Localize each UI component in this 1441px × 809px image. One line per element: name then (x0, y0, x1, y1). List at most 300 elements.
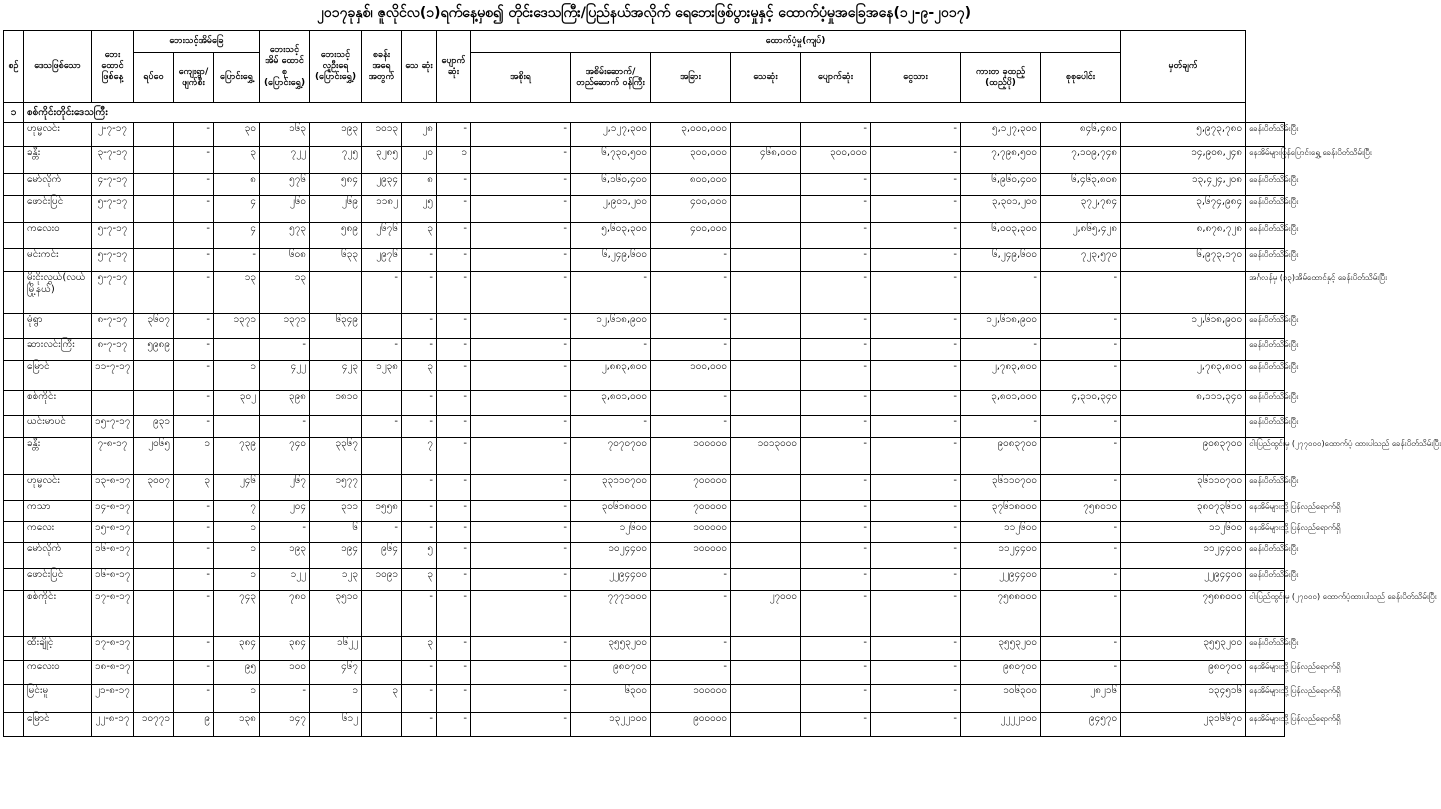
region-cell: ဟုမ္မလင်း (24, 475, 92, 501)
support-other-cell (731, 174, 801, 196)
deaths-cell: - (437, 339, 471, 361)
support-death-cell: - (801, 438, 871, 475)
remark-cell: ခေန်းပိတ်သိမ်းပြီး (1246, 196, 1285, 223)
support-gov-cell: ၃၅၅၃၂၀၀ (571, 637, 651, 661)
support-death-cell: - (801, 314, 871, 339)
affected-village-cell: - (174, 249, 214, 272)
table-row (4, 361, 1285, 391)
region-cell: ကသာ (24, 501, 92, 522)
affected-ward-cell: ၃၆၀၇ (134, 314, 174, 339)
support-total-cell: ၈,၈၇၈,၇၂၈ (1121, 223, 1246, 249)
region-cell: ခန္တီး (24, 147, 92, 174)
missing-cell: - (471, 339, 571, 361)
affected-ward-cell (134, 249, 174, 272)
missing-cell: - (471, 223, 571, 249)
camps-cell: ၃ (402, 637, 437, 661)
camps-cell: - (402, 661, 437, 685)
table-row (4, 661, 1285, 685)
affected-ward-cell (134, 522, 174, 543)
affected-ward-cell: ၉၃၁ (134, 416, 174, 438)
support-kind-cell: - (1041, 361, 1121, 391)
support-gov-cell: - (571, 272, 651, 314)
affected-moved-cell: ၉၅ (214, 661, 260, 685)
support-construction-cell: ၄၀၀,၀၀၀ (651, 223, 731, 249)
support-kind-cell: ၈၄၆,၄၈၀ (1041, 123, 1121, 147)
table-body (4, 103, 1441, 737)
affected-moved-cell: ၇၄၃ (214, 591, 260, 637)
displaced-people-2-cell: ၂၉၃၄ (362, 174, 402, 196)
table-row (4, 174, 1285, 196)
affected-ward-cell (134, 685, 174, 713)
support-cash-cell: ၁၀၆၃၀၀ (961, 685, 1041, 713)
region-cell: ဖောင်းပြင် (24, 569, 92, 591)
missing-cell: - (471, 637, 571, 661)
displaced-people-2-cell (362, 314, 402, 339)
support-gov-cell: ၂,၈၈၃,၈၀၀ (571, 361, 651, 391)
displaced-people-cell: ၁၅၇၇ (310, 475, 362, 501)
support-cash-cell: ၆,၂၄၉,၆၀၀ (961, 249, 1041, 272)
affected-ward-cell (134, 147, 174, 174)
table-row (4, 543, 1285, 569)
table-row (4, 569, 1285, 591)
affected-village-cell: - (174, 685, 214, 713)
affected-moved-cell: ၃ (214, 147, 260, 174)
region-cell: ဆားလင်းကြီး (24, 339, 92, 361)
support-cash-cell: ၂,၇၈၃,၈၀၀ (961, 361, 1041, 391)
support-cash-cell: ၁၂,၆၁၈,၉၀၀ (961, 314, 1041, 339)
header-support-group: ထောက်ပံ့မှု(ကျပ်) (471, 31, 1121, 53)
displaced-households-cell: - (260, 339, 310, 361)
remark-cell: ခေန်းပိတ်သိမ်းပြီး (1246, 569, 1285, 591)
support-death-cell: - (801, 661, 871, 685)
date-cell: ၁၇-၈-၁၇ (92, 637, 134, 661)
support-gov-cell: ၁၀၂၄၄၀၀ (571, 543, 651, 569)
header-missing: ပျောက် ဆုံး (437, 31, 471, 103)
affected-moved-cell: ၁၃ (214, 272, 260, 314)
affected-village-cell: - (174, 123, 214, 147)
header-deaths: သေ ဆုံး (402, 31, 437, 103)
support-death-cell: ၃၀၀,၀၀၀ (801, 147, 871, 174)
displaced-people-cell: ၁၉၃ (310, 123, 362, 147)
support-missing-cell: - (871, 661, 961, 685)
missing-cell: - (471, 438, 571, 475)
displaced-people-2-cell (362, 391, 402, 416)
table-row (4, 637, 1285, 661)
support-death-cell: - (801, 123, 871, 147)
displaced-people-2-cell: ၃၂၈၅ (362, 147, 402, 174)
support-total-cell: ၇၅၈၈၀၀၀ (1121, 591, 1246, 637)
displaced-people-2-cell (362, 591, 402, 637)
support-other-cell (731, 416, 801, 438)
support-cash-cell: ၁၁၂၆၀၀ (961, 522, 1041, 543)
support-death-cell: - (801, 223, 871, 249)
date-cell: ၁၇-၈-၁၇ (92, 591, 134, 637)
table-row (4, 591, 1285, 637)
support-kind-cell: - (1041, 543, 1121, 569)
remark-cell: အင်္ဂလန်မှ (၁၃)အိမ်ထောင်နှင့် ခေန်းပိတ်သိမ်းပြီး (1246, 272, 1285, 314)
header-affected-sub: ရပ်ဝေ (134, 53, 174, 103)
missing-cell: - (471, 685, 571, 713)
support-missing-cell: - (871, 591, 961, 637)
affected-ward-cell (134, 661, 174, 685)
support-death-cell: - (801, 391, 871, 416)
support-kind-cell: ၃၇၂,၇၈၄ (1041, 196, 1121, 223)
affected-village-cell: ၃ (174, 475, 214, 501)
support-construction-cell: ၃၀၀,၀၀၀ (651, 147, 731, 174)
support-gov-cell: ၃,၈၀၁,၀၀၀ (571, 391, 651, 416)
support-total-cell: ၁၃,၄၂၄,၂၀၈ (1121, 174, 1246, 196)
support-gov-cell: ၃၃၁၁၀၇၀၀ (571, 475, 651, 501)
affected-village-cell: ၉ (174, 713, 214, 737)
support-kind-cell: - (1041, 339, 1121, 361)
support-death-cell: - (801, 361, 871, 391)
support-cash-cell: ၉၈၀၇၀၀ (961, 661, 1041, 685)
header-camps: စခန်း အရေ အတွက် (362, 31, 402, 103)
date-cell: ၁၆-၈-၁၇ (92, 569, 134, 591)
support-other-cell: ၁၀၁၃၀၀၀ (731, 438, 801, 475)
deaths-cell: - (437, 569, 471, 591)
deaths-cell: - (437, 713, 471, 737)
displaced-households-cell: ၁၄၇ (260, 713, 310, 737)
header-sr: စဉ် (4, 31, 24, 103)
support-cash-cell: - (961, 339, 1041, 361)
support-total-cell: ၂၃၁၆၆၇၀ (1121, 713, 1246, 737)
displaced-households-cell: ၁၆၃ (260, 123, 310, 147)
support-missing-cell: - (871, 339, 961, 361)
displaced-people-cell: ၃၅၁၀ (310, 591, 362, 637)
displaced-households-cell: - (260, 522, 310, 543)
header-displaced-people: ဘေးသင့် လူဦးရေ (ပြောင်းရွှေ့) (310, 31, 362, 103)
support-gov-cell: ၆,၇၃၀,၅၀၀ (571, 147, 651, 174)
support-missing-cell: - (871, 713, 961, 737)
support-gov-cell: ၃၀၆၁၈၀၀၀ (571, 501, 651, 522)
support-other-cell (731, 272, 801, 314)
date-cell: ၅-၇-၁၇ (92, 223, 134, 249)
camps-cell: - (402, 416, 437, 438)
affected-village-cell: - (174, 147, 214, 174)
support-death-cell: - (801, 543, 871, 569)
support-missing-cell: - (871, 249, 961, 272)
affected-village-cell: - (174, 272, 214, 314)
table-row (4, 438, 1285, 475)
affected-village-cell: - (174, 637, 214, 661)
region-cell: မုံရွာ (24, 314, 92, 339)
support-missing-cell: - (871, 223, 961, 249)
missing-cell: - (471, 314, 571, 339)
missing-cell: - (471, 196, 571, 223)
support-kind-cell: ၆,၄၆၃,၈၀၈ (1041, 174, 1121, 196)
displaced-households-cell: ၃၉၈ (260, 391, 310, 416)
camps-cell: ၃ (402, 361, 437, 391)
support-construction-cell: ၇၀၀၀၀၀ (651, 501, 731, 522)
support-other-cell (731, 361, 801, 391)
support-kind-cell: - (1041, 522, 1121, 543)
support-kind-cell: ၂၈၂၁၆ (1041, 685, 1121, 713)
affected-moved-cell: ၁ (214, 543, 260, 569)
region-cell: မြင်းမူ (24, 685, 92, 713)
displaced-people-2-cell: - (362, 522, 402, 543)
sr-cell (4, 713, 24, 737)
displaced-people-2-cell (362, 713, 402, 737)
support-gov-cell: ၆,၂၄၉,၆၀၀ (571, 249, 651, 272)
table-row (4, 123, 1285, 147)
table-row (4, 475, 1285, 501)
remark-cell: ခေန်းပိတ်သိမ်းပြီး (1246, 223, 1285, 249)
affected-moved-cell: ၄ (214, 196, 260, 223)
sr-cell (4, 543, 24, 569)
affected-ward-cell (134, 569, 174, 591)
support-other-cell (731, 501, 801, 522)
deaths-cell: - (437, 416, 471, 438)
affected-moved-cell (214, 416, 260, 438)
support-gov-cell: - (571, 339, 651, 361)
missing-cell: - (471, 391, 571, 416)
support-gov-cell: - (571, 416, 651, 438)
region-cell: ကလေးဝ (24, 223, 92, 249)
support-construction-cell: ၃,၀၀၀,၀၀၀ (651, 123, 731, 147)
support-total-cell: ၈,၁၁၁,၃၄၀ (1121, 391, 1246, 416)
support-construction-cell: ၁၀၀၀၀၀ (651, 543, 731, 569)
affected-ward-cell (134, 591, 174, 637)
remark-cell: ခေန်းပိတ်သိမ်းပြီး (1246, 123, 1285, 147)
support-other-cell (731, 249, 801, 272)
region-cell: ယင်းမာပင် (24, 416, 92, 438)
displaced-households-cell: ၅၇၆ (260, 174, 310, 196)
support-total-cell (1121, 339, 1246, 361)
support-death-cell: - (801, 339, 871, 361)
support-kind-cell: - (1041, 438, 1121, 475)
sr-cell (4, 272, 24, 314)
displaced-people-cell: ၃၃၆၇ (310, 438, 362, 475)
deaths-cell: - (437, 637, 471, 661)
table-row (4, 416, 1285, 438)
table-row (4, 522, 1285, 543)
displaced-households-cell: ၁၃ (260, 272, 310, 314)
support-missing-cell: - (871, 637, 961, 661)
remark-cell: နေအိမ်များပြန်ပြောင်းရွှေ့ ခေန်းပိတ်သိမ်းပြီး (1246, 147, 1285, 174)
displaced-households-cell: ၇၄၀ (260, 438, 310, 475)
table-row (4, 391, 1285, 416)
support-other-cell (731, 713, 801, 737)
support-death-cell: - (801, 591, 871, 637)
support-death-cell: - (801, 713, 871, 737)
affected-ward-cell (134, 637, 174, 661)
support-gov-cell: ၇၀၇၀၇၀၀ (571, 438, 651, 475)
affected-ward-cell (134, 361, 174, 391)
support-kind-cell: ၂,၈၆၅,၄၂၈ (1041, 223, 1121, 249)
support-missing-cell: - (871, 361, 961, 391)
support-kind-cell: - (1041, 637, 1121, 661)
support-total-cell (1121, 272, 1246, 314)
remark-cell: ငါးပြည်ထွင်းမှ (၂၇၀၀၀) ထောက်ပံ့ထားပါသည် ခေန်းပိတ်သိမ်းပြီး (1246, 591, 1285, 637)
camps-cell: ၃ (402, 223, 437, 249)
remark-cell: နေအိမ်များသို့ပြန်လည်ရောက်ရှိ (1246, 713, 1285, 737)
support-cash-cell: ၆,၉၆၀,၄၀၀ (961, 174, 1041, 196)
displaced-people-2-cell: ၁၀၉၁ (362, 569, 402, 591)
support-other-cell: ၂၇၀၀၀ (731, 591, 801, 637)
missing-cell: - (471, 522, 571, 543)
affected-ward-cell (134, 196, 174, 223)
sr-cell (4, 249, 24, 272)
affected-village-cell: - (174, 223, 214, 249)
support-other-cell (731, 339, 801, 361)
support-total-cell: ၂၂၉၄၄၀၀ (1121, 569, 1246, 591)
header-support-sub: စုစုပေါင်း (1041, 53, 1121, 103)
deaths-cell: - (437, 438, 471, 475)
region-cell: ဖောင်းပြင် (24, 196, 92, 223)
support-total-cell: ၁၁၂၄၄၀၀ (1121, 543, 1246, 569)
date-cell: ၅-၇-၁၇ (92, 272, 134, 314)
affected-moved-cell: ၁၃၈ (214, 713, 260, 737)
missing-cell: - (471, 361, 571, 391)
remark-cell: နေအိမ်များသို့ပြန်လည်ရောက်ရှိ (1246, 522, 1285, 543)
support-other-cell (731, 661, 801, 685)
date-cell: ၈-၇-၁၇ (92, 314, 134, 339)
table-row (4, 196, 1285, 223)
missing-cell: - (471, 174, 571, 196)
date-cell: ၁၅-၈-၁၇ (92, 522, 134, 543)
affected-moved-cell (214, 339, 260, 361)
support-total-cell: ၂,၇၈၃,၈၀၀ (1121, 361, 1246, 391)
displaced-households-cell: ၁၃၇၁ (260, 314, 310, 339)
affected-moved-cell: - (214, 249, 260, 272)
date-cell: ၈-၇-၁၇ (92, 339, 134, 361)
support-death-cell: - (801, 416, 871, 438)
remark-cell: ခေန်းပိတ်သိမ်းပြီး (1246, 391, 1285, 416)
region-cell: မော်လိုက် (24, 543, 92, 569)
sr-cell (4, 685, 24, 713)
support-death-cell: - (801, 196, 871, 223)
support-death-cell: - (801, 174, 871, 196)
deaths-cell: - (437, 174, 471, 196)
displaced-people-cell: ၅၈၄ (310, 174, 362, 196)
sr-cell (4, 223, 24, 249)
affected-moved-cell: ၇ (214, 501, 260, 522)
displaced-people-cell: ၂၆၉ (310, 196, 362, 223)
affected-moved-cell: ၁ (214, 522, 260, 543)
support-kind-cell: - (1041, 314, 1121, 339)
support-gov-cell: ၂,၉၀၁,၂၀၀ (571, 196, 651, 223)
header-support-sub: ငွေသား (871, 53, 961, 103)
sr-cell (4, 501, 24, 522)
deaths-cell: - (437, 123, 471, 147)
affected-ward-cell (134, 272, 174, 314)
header-displaced-households: ဘေးသင့် အိမ် ထောင်စု (ပြောင်းရွှေ့) (260, 31, 310, 103)
table-row (4, 314, 1285, 339)
support-construction-cell: ၄၀၀,၀၀၀ (651, 196, 731, 223)
missing-cell: - (471, 591, 571, 637)
missing-cell: - (471, 661, 571, 685)
affected-village-cell: - (174, 174, 214, 196)
support-gov-cell: ၇၇၇၁၀၀၀ (571, 591, 651, 637)
remark-cell: ခေန်းပိတ်သိမ်းပြီး (1246, 637, 1285, 661)
region-cell: ထီးချိုင့် (24, 637, 92, 661)
header-region: ဒေသဖြစ်သော (24, 31, 92, 103)
deaths-cell: - (437, 661, 471, 685)
affected-moved-cell: ၃၀ (214, 123, 260, 147)
header-support-sub: အစိမ်းဆောက်/ တည်ဆောက် ဝန်ကြီး (571, 53, 651, 103)
support-cash-cell: ၃,၈၀၁,၀၀၀ (961, 391, 1041, 416)
table-row (4, 339, 1285, 361)
affected-moved-cell: ၃၀၂ (214, 391, 260, 416)
support-cash-cell: ၂၂၂၂၁၀၀ (961, 713, 1041, 737)
missing-cell: - (471, 543, 571, 569)
support-cash-cell: - (961, 272, 1041, 314)
affected-village-cell: - (174, 314, 214, 339)
missing-cell: - (471, 123, 571, 147)
sr-cell (4, 416, 24, 438)
header-remarks: မှတ်ချက် (1121, 31, 1246, 103)
support-cash-cell: ၃၇၆၁၈၀၀၀ (961, 501, 1041, 522)
affected-moved-cell: ၁ (214, 569, 260, 591)
displaced-people-cell: ၁၉၄ (310, 543, 362, 569)
support-cash-cell: ၇၅၈၈၀၀၀ (961, 591, 1041, 637)
support-construction-cell: - (651, 569, 731, 591)
displaced-people-cell: ၁ (310, 685, 362, 713)
affected-ward-cell: ၂၀၆၅ (134, 438, 174, 475)
support-missing-cell: - (871, 314, 961, 339)
support-construction-cell: - (651, 416, 731, 438)
camps-cell: ၅ (402, 543, 437, 569)
region-cell: ခန္တီး (24, 438, 92, 475)
affected-village-cell: - (174, 591, 214, 637)
support-gov-cell: ၂၂၉၄၄၀၀ (571, 569, 651, 591)
date-cell: ၄-၇-၁၇ (92, 174, 134, 196)
deaths-cell: - (437, 591, 471, 637)
support-kind-cell: ၇,၁၀၉,၇၄၈ (1041, 147, 1121, 174)
remark-cell: ခေန်းပိတ်သိမ်းပြီး (1246, 174, 1285, 196)
support-cash-cell: ၉၀၈၃၇၀၀ (961, 438, 1041, 475)
header-support-sub: အစိုးရ (471, 53, 571, 103)
displaced-people-2-cell: - (362, 272, 402, 314)
displaced-people-cell: ၁၈၁၀ (310, 391, 362, 416)
support-kind-cell: - (1041, 569, 1121, 591)
support-other-cell (731, 637, 801, 661)
date-cell (92, 391, 134, 416)
support-cash-cell: ၃,၃၀၁,၂၀၀ (961, 196, 1041, 223)
displaced-people-2-cell (362, 661, 402, 685)
affected-ward-cell (134, 543, 174, 569)
displaced-people-cell (310, 416, 362, 438)
support-kind-cell: - (1041, 272, 1121, 314)
support-total-cell: ၃,၆၇၄,၉၈၄ (1121, 196, 1246, 223)
support-kind-cell: ၄,၃၁၀,၃၄၀ (1041, 391, 1121, 416)
date-cell: ၁၆-၈-၁၇ (92, 543, 134, 569)
displaced-households-cell: ၁၂၂ (260, 569, 310, 591)
support-construction-cell: ၉၀၀၀၀၀ (651, 713, 731, 737)
support-other-cell (731, 123, 801, 147)
support-cash-cell: ၃၅၅၃၂၀၀ (961, 637, 1041, 661)
deaths-cell: - (437, 272, 471, 314)
support-missing-cell: - (871, 391, 961, 416)
header-support-sub: ကားတ ခုထည့် (ထည့်ပို) (961, 53, 1041, 103)
remark-cell: ခေန်းပိတ်သိမ်းပြီး (1246, 543, 1285, 569)
camps-cell: ၈ (402, 174, 437, 196)
support-cash-cell: ၆,၀၀၃,၃၀၀ (961, 223, 1041, 249)
support-construction-cell: ၁၀၀,၀၀၀ (651, 361, 731, 391)
sr-cell (4, 569, 24, 591)
displaced-households-cell: ၂၆၀ (260, 196, 310, 223)
support-total-cell: ၅,၉၇၃,၇၈၀ (1121, 123, 1246, 147)
remark-cell: ခေန်းပိတ်သိမ်းပြီး (1246, 314, 1285, 339)
camps-cell: - (402, 591, 437, 637)
missing-cell: - (471, 501, 571, 522)
remark-cell: နေအိမ်များသို့ပြန်လည်ရောက်ရှိ (1246, 501, 1285, 522)
displaced-people-2-cell: ၁၀၁၃ (362, 123, 402, 147)
table-row (4, 501, 1285, 522)
section-row (4, 103, 1285, 123)
remark-cell: ခေန်းပိတ်သိမ်းပြီး (1246, 249, 1285, 272)
